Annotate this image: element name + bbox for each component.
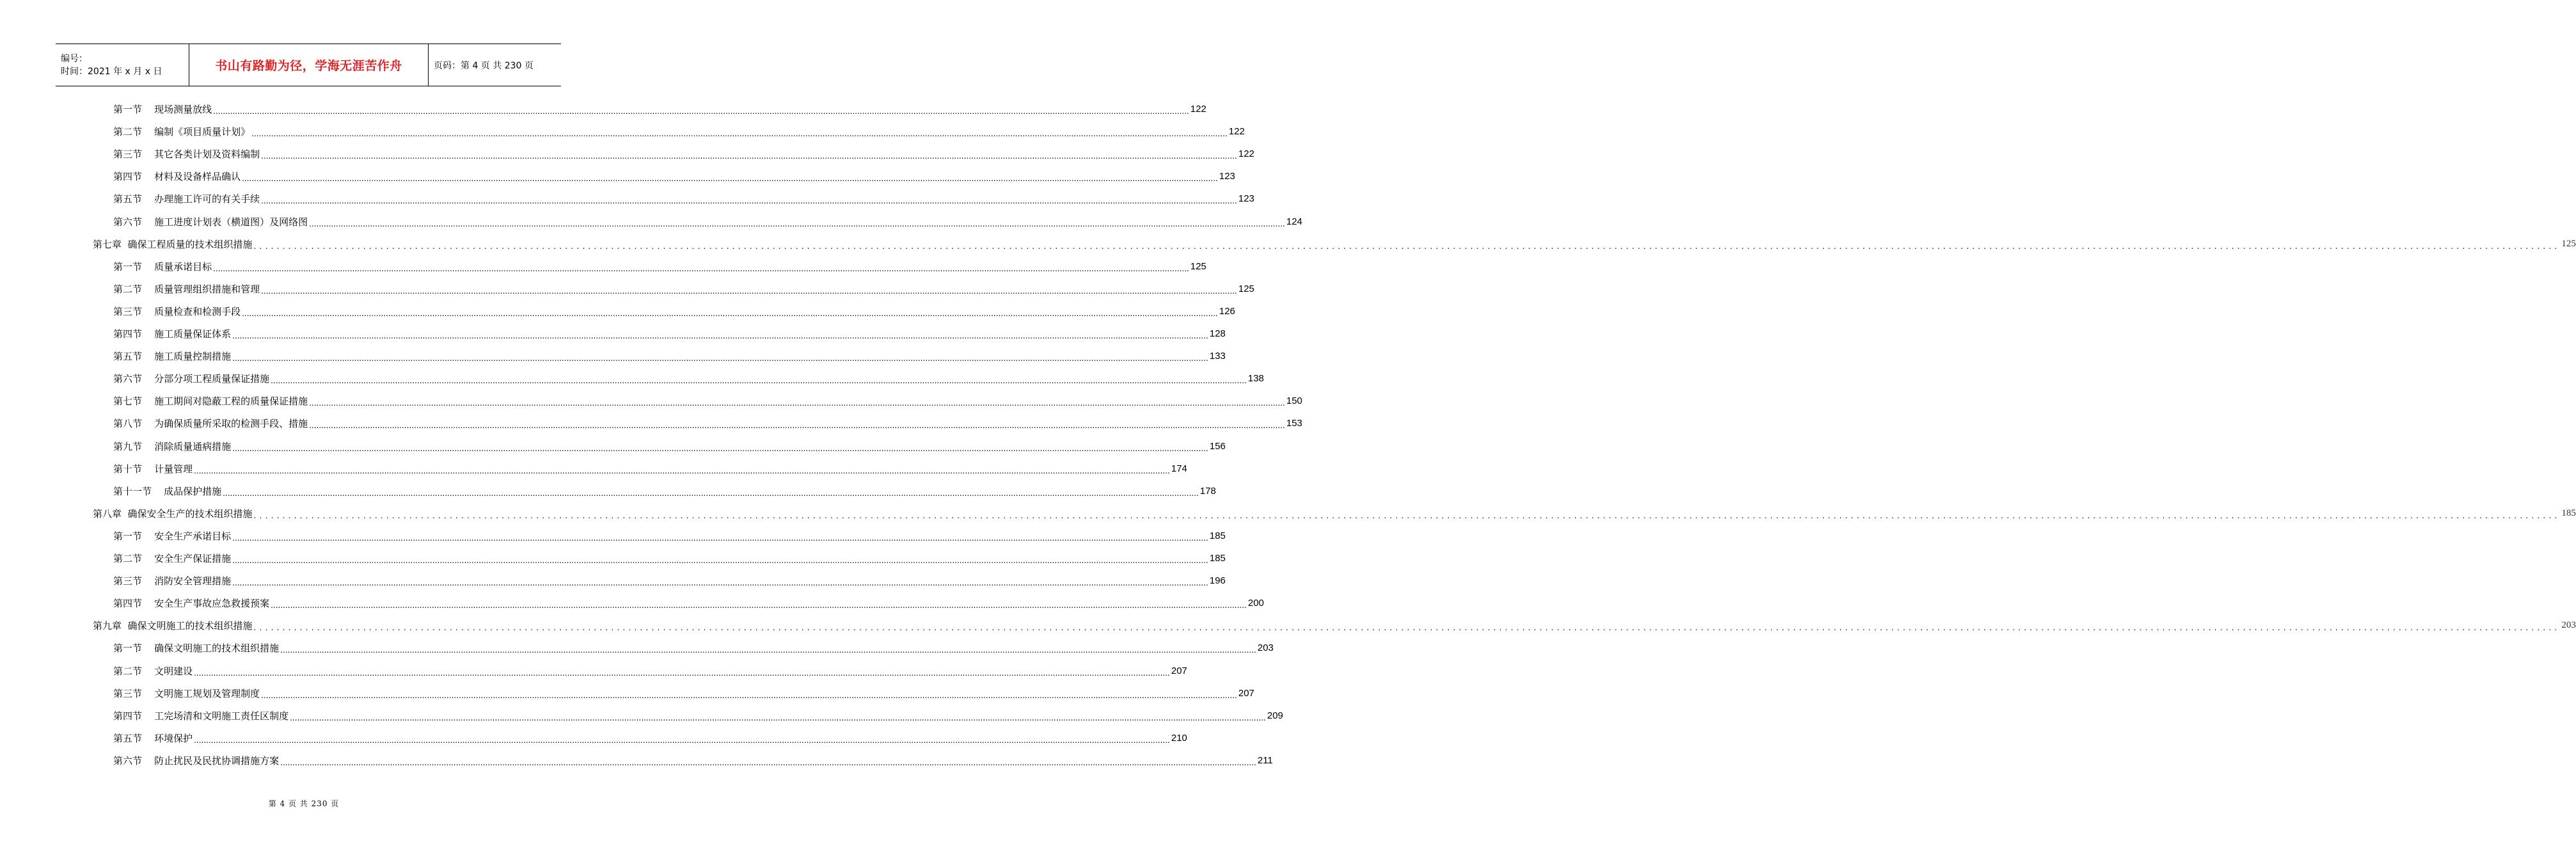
toc-section-entry[interactable]: [113, 458, 1187, 480]
toc-entry-title: 第九章 确保文明施工的技术组织措施: [93, 620, 253, 632]
toc-entry-title: 第四节 材料及设备样品确认: [113, 171, 241, 183]
toc-entry-title: 第一节 确保文明施工的技术组织措施: [113, 642, 280, 655]
toc-page-number: 207: [1171, 665, 1187, 676]
toc-entry-title: 第十一节 成品保护措施: [113, 485, 222, 497]
toc-entry-title: 第八章 确保安全生产的技术组织措施: [93, 507, 253, 520]
toc-section-entry[interactable]: [113, 705, 1283, 727]
toc-entry-title: 第七节 施工期间对隐蔽工程的质量保证措施: [113, 395, 308, 408]
toc-dot-leader: ................................................................................................................................................................................................................................................................................................................................................................................................................: [261, 152, 1237, 161]
toc-entry-title: 第五节 施工质量控制措施: [113, 351, 232, 363]
toc-page-number: 122: [1190, 104, 1206, 115]
toc-entry-title: 第一节 安全生产承诺目标: [113, 530, 232, 542]
toc-page-number: 209: [1267, 710, 1283, 721]
toc-page-number: 153: [1286, 418, 1302, 429]
toc-entry-title: 第七章 确保工程质量的技术组织措施: [93, 238, 253, 250]
toc-entry-title: 第六节 防止扰民及民扰协调措施方案: [113, 754, 280, 767]
toc-page-number: 126: [1219, 305, 1235, 317]
toc-page-number: 125: [2561, 238, 2576, 249]
toc-dot-leader: ................................................................................................................................................................................................................................................................................................................................................................................................................: [251, 129, 1228, 139]
toc-dot-leader: ................................................................................................................................................................................................................................................................................................................................................................................................................: [253, 241, 2561, 251]
toc-page-number: 174: [1171, 463, 1187, 474]
toc-entry-title: 第六节 分部分项工程质量保证措施: [113, 373, 270, 385]
toc-section-entry[interactable]: [113, 637, 1274, 659]
toc-dot-leader: ................................................................................................................................................................................................................................................................................................................................................................................................................: [309, 421, 1285, 431]
toc-page-number: 185: [1209, 530, 1226, 541]
toc-dot-leader: ................................................................................................................................................................................................................................................................................................................................................................................................................: [271, 376, 1247, 386]
toc-entry-title: 第五节 办理施工许可的有关手续: [113, 193, 260, 205]
toc-entry-title: 第五节 环境保护: [113, 732, 193, 744]
toc-section-entry[interactable]: [113, 322, 1226, 345]
toc-chapter-entry[interactable]: [93, 502, 2576, 525]
toc-entry-title: 第一节 质量承诺目标: [113, 260, 212, 273]
toc-page-number: 211: [1257, 754, 1273, 766]
toc-entry-title: 第四节 工完场清和文明施工责任区制度: [113, 710, 289, 722]
toc-section-entry[interactable]: [113, 187, 1254, 210]
toc-section-entry[interactable]: [113, 120, 1245, 143]
toc-entry-title: 第六节 施工进度计划表（横道图）及网络图: [113, 216, 308, 228]
toc-section-entry[interactable]: [113, 525, 1226, 547]
toc-dot-leader: ................................................................................................................................................................................................................................................................................................................................................................................................................: [242, 174, 1218, 184]
toc-page-number: 122: [1228, 126, 1245, 138]
toc-entry-title: 第九节 消除质量通病措施: [113, 440, 232, 452]
toc-entry-title: 第三节 文明施工规划及管理制度: [113, 687, 260, 699]
toc-section-entry[interactable]: [113, 255, 1206, 278]
toc-dot-leader: ................................................................................................................................................................................................................................................................................................................................................................................................................: [232, 354, 1208, 363]
toc-page-number: 125: [1238, 283, 1254, 294]
toc-entry-title: 第十节 计量管理: [113, 463, 193, 475]
toc-entry-title: 第二节 质量管理组织措施和管理: [113, 283, 260, 295]
toc-section-entry[interactable]: [113, 390, 1302, 412]
toc-page-number: 123: [1219, 171, 1235, 182]
toc-chapter-entry[interactable]: [93, 233, 2576, 255]
toc-dot-leader: ................................................................................................................................................................................................................................................................................................................................................................................................................: [253, 623, 2561, 633]
toc-section-entry[interactable]: [113, 412, 1302, 434]
toc-section-entry[interactable]: [113, 435, 1226, 458]
toc-dot-leader: ................................................................................................................................................................................................................................................................................................................................................................................................................: [213, 264, 1189, 273]
document-code-label: 编号：: [61, 53, 88, 64]
toc-page-number: 207: [1238, 687, 1254, 699]
toc-section-entry[interactable]: [113, 480, 1216, 502]
toc-page-number: 123: [1238, 193, 1254, 205]
toc-entry-title: 第一节 现场测量放线: [113, 104, 212, 115]
header-motto: 书山有路勤为径，学海无涯苦作舟: [189, 44, 429, 86]
toc-page-number: 203: [2561, 620, 2576, 631]
toc-dot-leader: ................................................................................................................................................................................................................................................................................................................................................................................................................: [309, 399, 1285, 408]
toc-dot-leader: ................................................................................................................................................................................................................................................................................................................................................................................................................: [290, 713, 1266, 722]
toc-page-number: 125: [1190, 260, 1206, 272]
page-header: [56, 44, 561, 86]
toc-entry-title: 第四节 施工质量保证体系: [113, 328, 232, 340]
toc-page-number: 185: [1209, 553, 1226, 564]
toc-section-entry[interactable]: [113, 278, 1254, 300]
toc-section-entry[interactable]: [113, 345, 1226, 367]
toc-page-number: 138: [1247, 373, 1264, 385]
toc-section-entry[interactable]: [113, 660, 1187, 682]
toc-dot-leader: ................................................................................................................................................................................................................................................................................................................................................................................................................: [194, 466, 1170, 475]
toc-page-number: 133: [1209, 351, 1226, 362]
toc-section-entry[interactable]: [113, 547, 1226, 569]
toc-page-number: 200: [1247, 598, 1264, 609]
toc-dot-leader: ................................................................................................................................................................................................................................................................................................................................................................................................................: [280, 758, 1256, 767]
toc-page-number: 150: [1286, 395, 1302, 407]
toc-entry-title: 第三节 质量检查和检测手段: [113, 305, 241, 317]
toc-section-entry[interactable]: [113, 98, 1206, 120]
toc-dot-leader: ................................................................................................................................................................................................................................................................................................................................................................................................................: [232, 331, 1208, 340]
toc-page-number: 128: [1209, 328, 1226, 339]
toc-dot-leader: ................................................................................................................................................................................................................................................................................................................................................................................................................: [232, 443, 1208, 453]
toc-dot-leader: ................................................................................................................................................................................................................................................................................................................................................................................................................: [213, 107, 1189, 116]
toc-dot-leader: ................................................................................................................................................................................................................................................................................................................................................................................................................: [194, 735, 1170, 745]
document-date-label: 时间：2021 年 x 月 x 日: [61, 66, 162, 77]
toc-section-entry[interactable]: [113, 367, 1264, 390]
toc-entry-title: 第二节 文明建设: [113, 665, 193, 677]
toc-page-number: 178: [1199, 485, 1216, 497]
toc-entry-title: 第二节 安全生产保证措施: [113, 553, 232, 564]
toc-page-number: 185: [2561, 507, 2576, 518]
toc-section-entry[interactable]: [113, 727, 1187, 749]
toc-page-number: 203: [1257, 642, 1274, 654]
toc-entry-title: 第八节 为确保质量所采取的检测手段、措施: [113, 418, 308, 430]
toc-entry-title: 第二节 编制《项目质量计划》: [113, 126, 251, 138]
toc-section-entry[interactable]: [113, 211, 1302, 233]
page-footer: 第 4 页 共 230 页: [268, 799, 340, 808]
toc-dot-leader: ................................................................................................................................................................................................................................................................................................................................................................................................................: [232, 556, 1208, 565]
toc-section-entry[interactable]: [113, 143, 1254, 165]
toc-page-number: 124: [1286, 216, 1302, 227]
toc-dot-leader: ................................................................................................................................................................................................................................................................................................................................................................................................................: [232, 578, 1208, 588]
toc-section-entry[interactable]: [113, 592, 1264, 614]
toc-dot-leader: ................................................................................................................................................................................................................................................................................................................................................................................................................: [253, 511, 2561, 520]
toc-page-number: 156: [1209, 440, 1226, 452]
toc-dot-leader: ................................................................................................................................................................................................................................................................................................................................................................................................................: [223, 488, 1199, 498]
toc-dot-leader: ................................................................................................................................................................................................................................................................................................................................................................................................................: [280, 646, 1256, 655]
toc-dot-leader: ................................................................................................................................................................................................................................................................................................................................................................................................................: [242, 308, 1218, 318]
toc-page-number: 196: [1209, 575, 1226, 587]
toc-chapter-entry[interactable]: [93, 614, 2576, 637]
header-meta: [56, 44, 189, 86]
toc-entry-title: 第三节 消防安全管理措施: [113, 575, 232, 587]
toc-section-entry[interactable]: [113, 569, 1226, 592]
header-page-number: 页码：第 4 页 共 230 页: [429, 44, 562, 86]
toc-dot-leader: ................................................................................................................................................................................................................................................................................................................................................................................................................: [309, 219, 1285, 228]
toc-section-entry[interactable]: [113, 165, 1235, 187]
toc-page-number: 210: [1171, 732, 1187, 744]
toc-section-entry[interactable]: [113, 682, 1254, 705]
toc-section-entry[interactable]: [113, 300, 1235, 322]
toc-dot-leader: ................................................................................................................................................................................................................................................................................................................................................................................................................: [232, 533, 1208, 543]
toc-dot-leader: ................................................................................................................................................................................................................................................................................................................................................................................................................: [261, 196, 1237, 206]
toc-section-entry[interactable]: [113, 749, 1273, 772]
toc-dot-leader: ................................................................................................................................................................................................................................................................................................................................................................................................................: [271, 601, 1247, 610]
toc-entry-title: 第四节 安全生产事故应急救援预案: [113, 598, 270, 610]
toc-page-number: 122: [1238, 148, 1254, 160]
toc-dot-leader: ................................................................................................................................................................................................................................................................................................................................................................................................................: [261, 690, 1237, 700]
toc-dot-leader: ................................................................................................................................................................................................................................................................................................................................................................................................................: [261, 286, 1237, 296]
toc-dot-leader: ................................................................................................................................................................................................................................................................................................................................................................................................................: [194, 668, 1170, 678]
toc-entry-title: 第三节 其它各类计划及资料编制: [113, 148, 260, 161]
